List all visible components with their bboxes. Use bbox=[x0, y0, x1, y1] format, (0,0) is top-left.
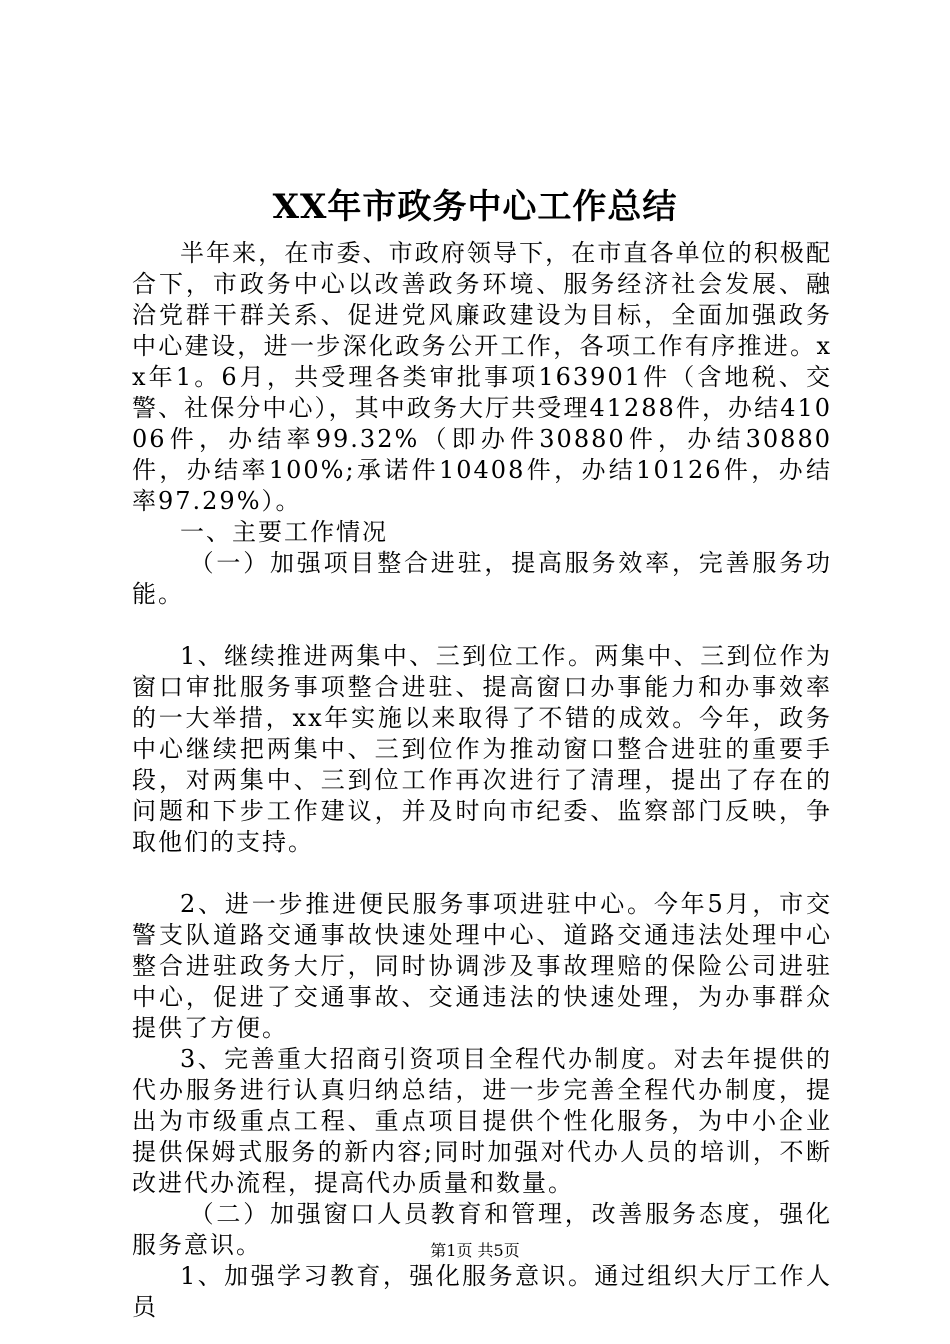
document-body bbox=[132, 238, 832, 1323]
page-footer: 第1页 共5页 bbox=[430, 1241, 520, 1260]
paragraph-intro: 半年来，在市委、市政府领导下，在市直各单位的积极配合下，市政务中心以改善政务环境、服务经济社会发展、融洽党群干群关系、促进党风廉政建设为目标，全面加强政务中心建设，进一步深化政务公开工作，各项工作有序推进。xx年1。6月，共受理各类审批事项163901件（含地税、交警、社保分中心），其中政务大厅共受理41288件，办结41006件，办结率99.32%（即办件30880件，办结30880件，办结率100%;承诺件10408件，办结10126件，办结率97.29%）。 bbox=[132, 239, 832, 515]
paragraph-item-1: 1、继续推进两集中、三到位工作。两集中、三到位作为窗口审批服务事项整合进驻、提高窗口办事能力和办事效率的一大举措，xx年实施以来取得了不错的成效。今年，政务中心继续把两集中、三到位作为推动窗口整合进驻的重要手段，对两集中、三到位工作再次进行了清理，提出了存在的问题和下步工作建议，并及时向市纪委、监察部门反映，争取他们的支持。 bbox=[132, 642, 832, 856]
document-title: XX年市政务中心工作总结 bbox=[272, 187, 678, 227]
subsection-heading-2: （二）加强窗口人员教育和管理，改善服务态度，强化服务意识。 bbox=[132, 1200, 832, 1259]
paragraph-item-4: 1、加强学习教育，强化服务意识。通过组织大厅工作人员 bbox=[132, 1262, 832, 1321]
paragraph-item-2: 2、进一步推进便民服务事项进驻中心。今年5月，市交警支队道路交通事故快速处理中心、道路交通违法处理中心整合进驻政务大厅，同时协调涉及事故理赔的保险公司进驻中心，促进了交通事故、交通违法的快速处理，为办事群众提供了方便。 bbox=[132, 890, 832, 1042]
paragraph-item-3: 3、完善重大招商引资项目全程代办制度。对去年提供的代办服务进行认真归纳总结，进一步完善全程代办制度，提出为市级重点工程、重点项目提供个性化服务，为中小企业提供保姆式服务的新内容;同时加强对代办人员的培训，不断改进代办流程，提高代办质量和数量。 bbox=[132, 1045, 832, 1197]
section-heading-main-work: 一、主要工作情况 bbox=[180, 518, 388, 546]
subsection-heading-1: （一）加强项目整合进驻，提高服务效率，完善服务功能。 bbox=[132, 549, 832, 608]
